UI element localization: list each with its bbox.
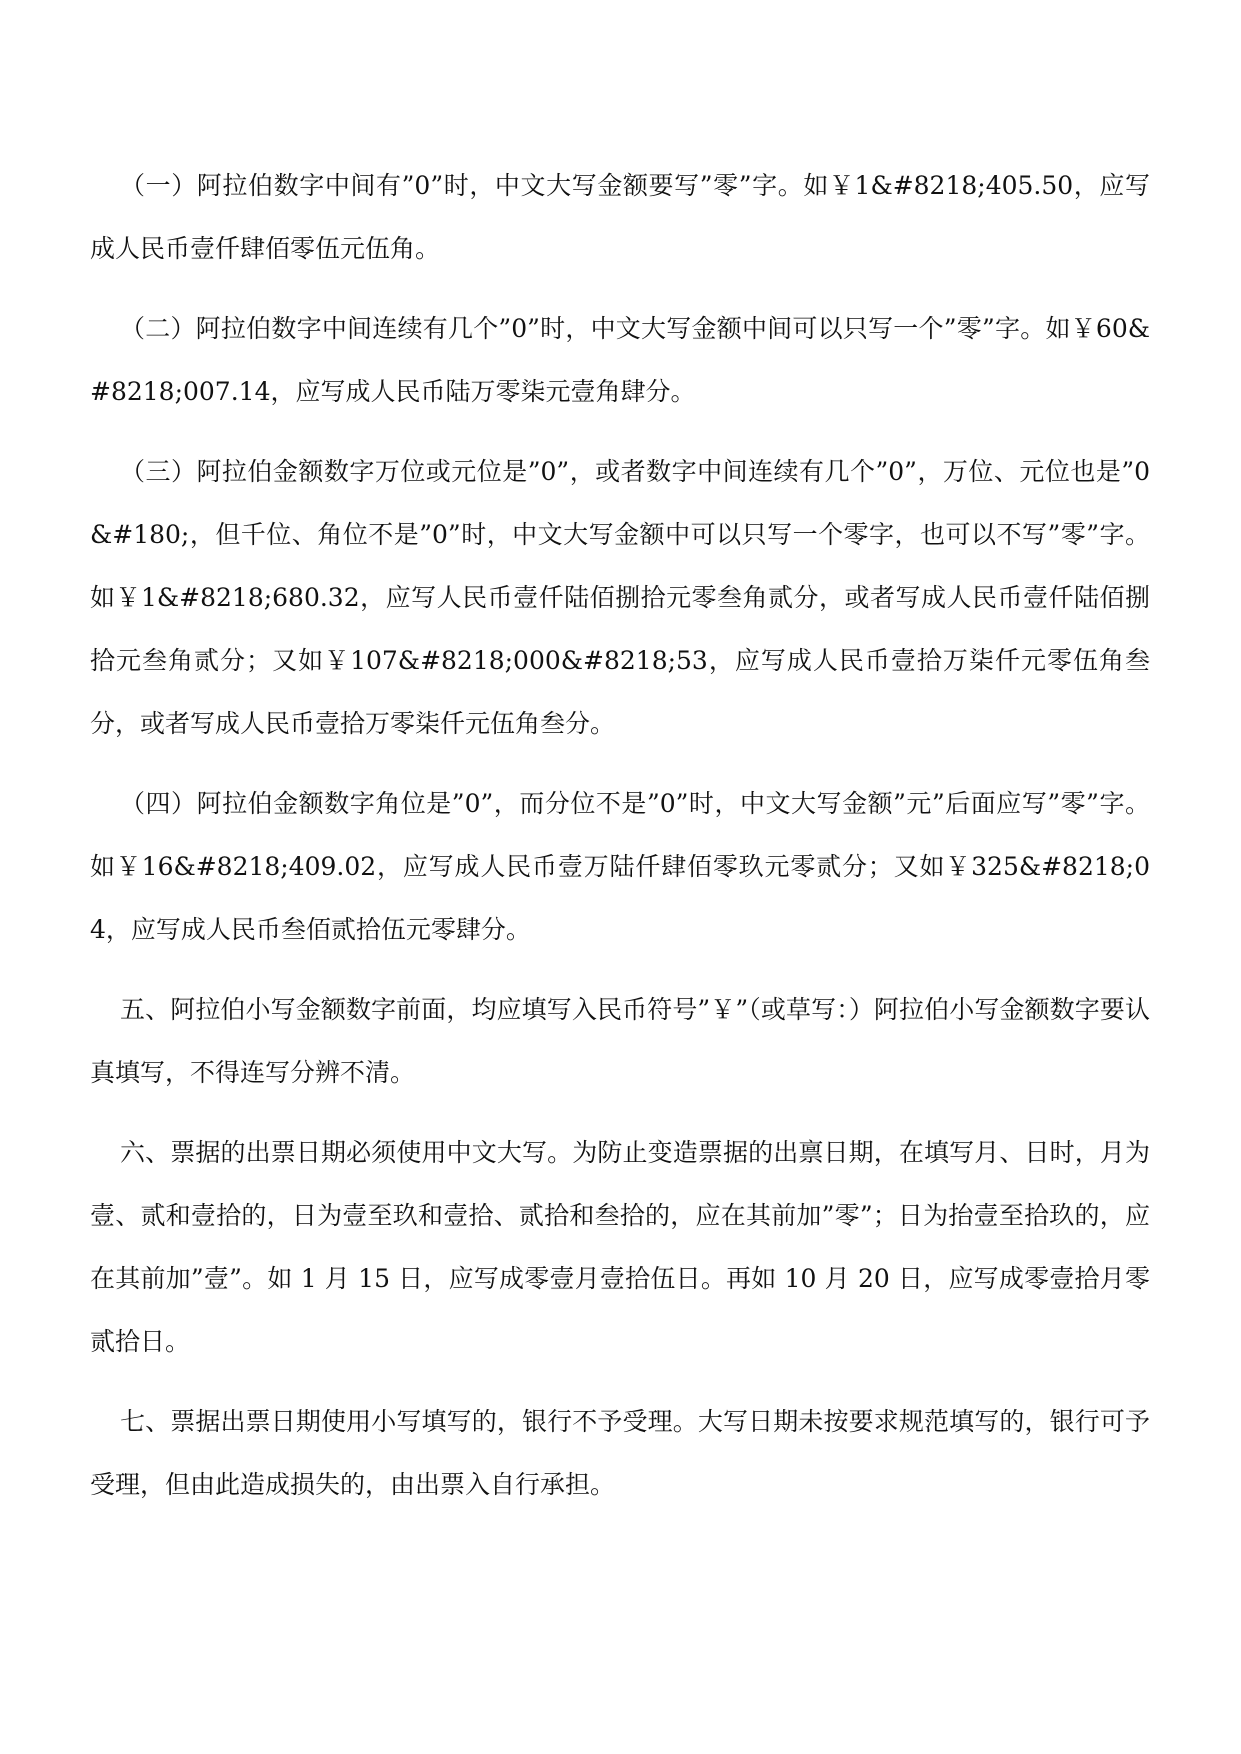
paragraph-rule-4: （四）阿拉伯金额数字角位是”0”，而分位不是”0”时，中文大写金额”元”后面应写”零”字。如￥16&#8218;409.02，应写成人民币壹万陆仟肆佰零玖元零贰分；又如￥325&#8218;04，应写成人民币叁佰贰拾伍元零肆分。 xyxy=(90,789,1150,944)
paragraph-section-6: 六、票据的出票日期必须使用中文大写。为防止变造票据的出禀日期，在填写月、日时，月为壹、贰和壹拾的，日为壹至玖和壹拾、贰拾和叁拾的，应在其前加”零”；日为抬壹至拾玖的，应在其前加”壹”。如 1 月 15 日，应写成零壹月壹拾伍日。再如 10 月 20 日，应写成零壹拾月零贰拾日。 xyxy=(90,1138,1150,1356)
paragraph-rule-3: （三）阿拉伯金额数字万位或元位是”0”，或者数字中间连续有几个”0”，万位、元位也是”0&#180;，但千位、角位不是”0”时，中文大写金额中可以只写一个零字，也可以不写”零”字。如￥1&#8218;680.32，应写人民币壹仟陆佰捌拾元零叁角贰分，或者写成人民币壹仟陆佰捌拾元叁角贰分；又如￥107&#8218;000&#8218;53，应写成人民币壹拾万柒仟元零伍角叁分，或者写成人民币壹拾万零柒仟元伍角叁分。 xyxy=(90,457,1150,738)
paragraph-rule-2: （二）阿拉伯数字中间连续有几个”0”时，中文大写金额中间可以只写一个”零”字。如￥60&#8218;007.14，应写成人民币陆万零柒元壹角肆分。 xyxy=(90,314,1150,406)
document-body xyxy=(90,154,1150,1533)
paragraph-section-7: 七、票据出票日期使用小写填写的，银行不予受理。大写日期未按要求规范填写的，银行可予受理，但由此造成损失的，由出票入自行承担。 xyxy=(90,1407,1150,1499)
paragraph-rule-1: （一）阿拉伯数字中间有”0”时，中文大写金额要写”零”字。如￥1&#8218;405.50，应写成人民币壹仟肆佰零伍元伍角。 xyxy=(90,171,1150,263)
paragraph-section-5: 五、阿拉伯小写金额数字前面，均应填写入民币符号”￥”（或草写：）阿拉伯小写金额数字要认真填写，不得连写分辨不清。 xyxy=(90,995,1150,1087)
